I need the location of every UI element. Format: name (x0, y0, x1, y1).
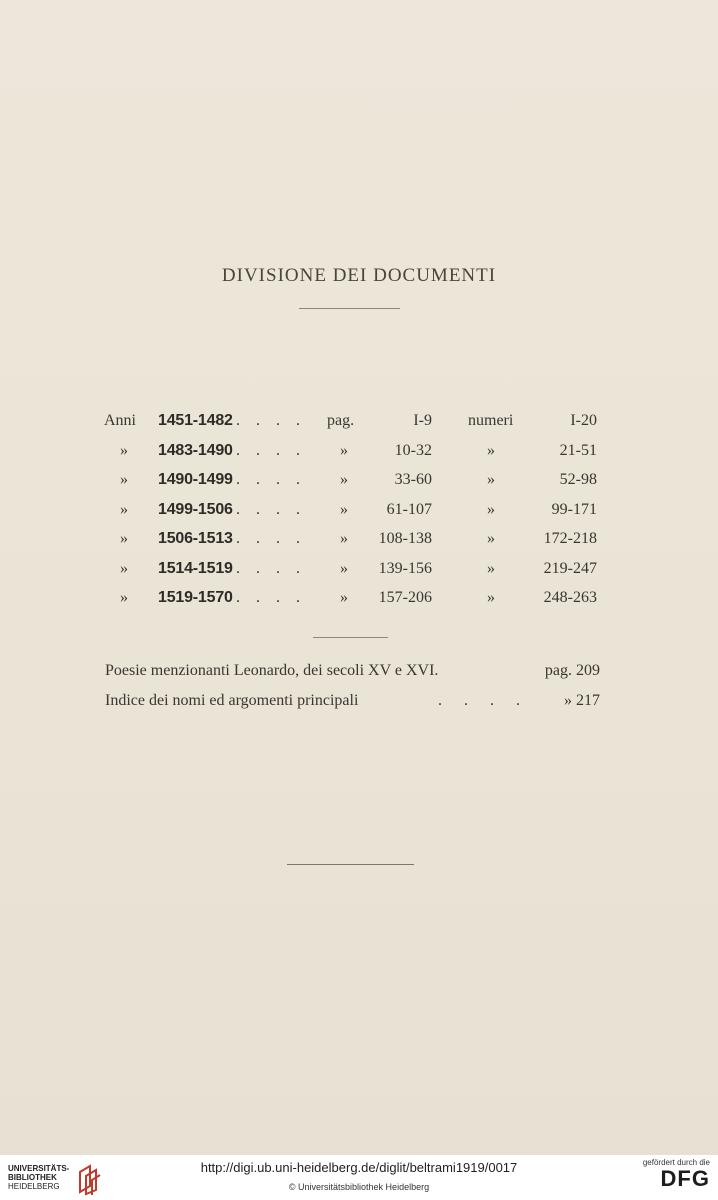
row-page-label: » (340, 589, 348, 606)
row-number-range: 52-98 (559, 471, 597, 488)
row-number-label: numeri (468, 412, 514, 429)
contents-row (0, 560, 718, 584)
row-prefix: » (120, 559, 128, 577)
row-years: 1490-1499 (158, 471, 233, 488)
row-leader-dots: . . . . (236, 500, 306, 518)
row-number-label: » (487, 500, 495, 518)
dfg-logo[interactable] (630, 1158, 710, 1198)
contents-row (0, 471, 718, 495)
row-years: 1506-1513 (158, 530, 233, 547)
row-number-range: 99-171 (551, 500, 597, 518)
row-leader-dots: . . . . (236, 559, 306, 577)
end-divider (287, 864, 414, 865)
row-leader-dots: . . . . (236, 589, 306, 606)
document-url-link[interactable]: http://digi.ub.uni-heidelberg.de/diglit/beltrami1919/0017 (200, 1160, 518, 1175)
library-name-line3: HEIDELBERG (8, 1182, 60, 1191)
row-number-label: » (487, 530, 495, 547)
row-prefix: Anni (104, 412, 136, 429)
contents-row (0, 442, 718, 466)
row-years: 1451-1482 (158, 412, 233, 429)
row-prefix: » (120, 441, 128, 459)
row-page-range: 61-107 (386, 500, 432, 518)
row-leader-dots: . . . . (236, 530, 306, 547)
row-leader-dots: . . . . (236, 412, 306, 429)
appendix-leader-dots: . . . . (438, 692, 529, 709)
appendix-text: Poesie menzionanti Leonardo, dei secoli XV e XVI. (105, 662, 439, 679)
row-page-label: » (340, 471, 348, 488)
row-page-range: 108-138 (378, 530, 432, 547)
row-page-label: pag. (327, 412, 355, 429)
row-years: 1514-1519 (158, 559, 233, 577)
row-page-range: 157-206 (378, 589, 432, 606)
appendix-page-ref: pag. 209 (544, 662, 600, 679)
row-page-label: » (340, 559, 348, 577)
appendix-item (105, 662, 600, 686)
row-page-label: » (340, 500, 348, 518)
page-title: DIVISIONE DEI DOCUMENTI (221, 265, 497, 286)
row-number-label: » (487, 589, 495, 606)
contents-row (0, 530, 718, 554)
contents-row (0, 501, 718, 525)
appendix-text: Indice dei nomi ed argomenti principali (105, 692, 359, 709)
row-leader-dots: . . . . (236, 471, 306, 488)
title-divider (299, 308, 400, 309)
copyright-notice: © Universitätsbibliothek Heidelberg (288, 1182, 430, 1192)
row-number-range: 172-218 (543, 530, 597, 547)
row-page-range: 10-32 (394, 441, 432, 459)
row-number-range: 21-51 (559, 441, 597, 459)
row-page-range: 139-156 (378, 559, 432, 577)
row-number-range: 248-263 (543, 589, 597, 606)
row-page-range: 33-60 (394, 471, 432, 488)
dfg-funded-by: gefördert durch die (642, 1158, 710, 1167)
appendix-page-ref: » 217 (564, 692, 600, 709)
row-prefix: » (120, 589, 128, 606)
row-number-label: » (487, 471, 495, 488)
row-years: 1519-1570 (158, 589, 233, 606)
row-number-range: I-20 (570, 412, 597, 429)
library-name-line2: BIBLIOTHEK (8, 1173, 57, 1182)
row-leader-dots: . . . . (236, 441, 306, 459)
contents-row (0, 412, 718, 436)
row-years: 1483-1490 (158, 441, 233, 459)
row-prefix: » (120, 500, 128, 518)
library-name-line1: UNIVERSITÄTS- (8, 1164, 70, 1173)
row-years: 1499-1506 (158, 500, 233, 518)
row-page-range: I-9 (413, 412, 432, 429)
row-number-range: 219-247 (543, 559, 597, 577)
section-divider (313, 637, 388, 638)
contents-row (0, 589, 718, 613)
dfg-wordmark: DFG (660, 1166, 710, 1191)
row-page-label: » (340, 441, 348, 459)
viewer-footer (0, 1155, 718, 1200)
row-prefix: » (120, 530, 128, 547)
appendix-item (105, 692, 600, 716)
row-number-label: » (487, 441, 495, 459)
row-page-label: » (340, 530, 348, 547)
row-prefix: » (120, 471, 128, 488)
row-number-label: » (487, 559, 495, 577)
